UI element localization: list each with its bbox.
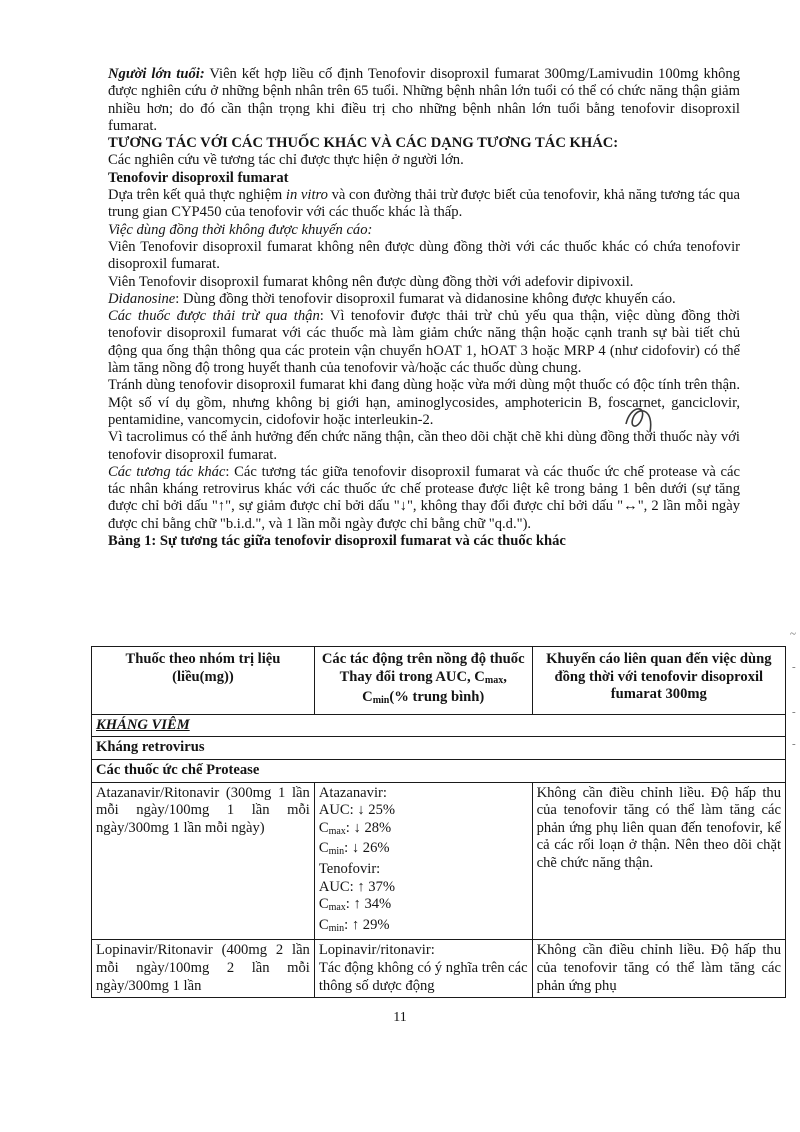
not-recommended-label: Việc dùng đồng thời không được khuyến cáo: [108,221,373,238]
effect-cmax [319,820,528,841]
recommendation-cell: Không cần điều chỉnh liều. Độ hấp thu của tenofovir tăng có thể làm tăng các phản ứng phụ liên quan đến tenofovir, kể cả các rối loạn ở thận. Nên theo dõi chặt chẽ chức năng thận. [532,782,785,940]
other-interactions-paragraph [108,464,740,533]
header-col2-sub-min: min [372,695,390,707]
section-antiretroviral: Kháng retrovirus [92,737,786,760]
other-label: Các tương tác khác [108,463,226,480]
effect-title: Atazanavir: [318,784,387,801]
header-concentration-effects [314,647,532,715]
interactions-heading: TƯƠNG TÁC VỚI CÁC THUỐC KHÁC VÀ CÁC DẠNG TƯƠNG TÁC KHÁC: [108,135,619,152]
margin-mark: - [792,738,796,750]
table-header-row [92,647,786,715]
section-antiinfective: KHÁNG VIÊM [92,714,786,737]
sub-min: min [328,922,345,934]
invitro-pre: Dựa trên kết quả thực nghiệm [108,187,286,204]
elderly-paragraph [108,66,740,135]
effect-cmin [319,840,528,861]
renal-label: Các thuốc được thải trừ qua thận [108,308,320,325]
tdf-heading: Tenofovir disoproxil fumarat [108,169,289,186]
effect-cmax2-value: : ↑ 34% [345,896,392,913]
interaction-table [91,646,786,998]
table-row [92,782,786,940]
recommendation-cell: Không cần điều chỉnh liều. Độ hấp thu của tenofovir tăng có thể làm tăng các phản ứng phụ [532,940,785,998]
table-row [92,940,786,998]
c-letter: C [318,916,329,933]
header-recommendation: Khuyến cáo liên quan đến việc dùng đồng thời với tenofovir disoproxil fumarat 300mg [532,647,785,715]
other-text: : Các tương tác giữa tenofovir disoproxil fumarat và các thuốc ức chế protease và các tác nhân kháng retrovirus khác với các thuốc ức chế protease được liệt kê trong bảng 1 bên dưới (sự tăng được chỉ bởi dấu "↑", sự giảm được chỉ bởi dấu "↓", không thay đổi được chỉ bởi dấu "↔", 2 lần mỗi ngày được chỉ bằng chữ "b.i.d.", và 1 lần mỗi ngày được chỉ bằng chữ "q.d."). [108,463,740,532]
avoid-paragraph: Tránh dùng tenofovir disoproxil fumarat khi đang dùng hoặc vừa mới dùng một thuốc có độc tính trên thận. Một số ví dụ gồm, nhưng không bị giới hạn, aminoglycosides, amphotericin B, foscarnet, ganciclovir, pentamidine, vancomycin, cidofovir hoặc interleukin-2. [108,377,740,428]
invitro-post: và con đường thải trừ được biết của tenofovir, khả năng tương tác qua trung gian CYP450 của tenofovir với các thuốc khác là thấp. [108,187,740,221]
effect-text: Tác động không có ý nghĩa trên các thông số dược động [318,959,528,994]
effect-auc-2: AUC: ↑ 37% [318,878,396,895]
effect-cmax-value: : ↓ 28% [345,819,392,836]
renal-paragraph [108,308,740,377]
margin-mark: - [792,706,796,718]
header-col2-mid: , C [362,668,507,706]
drug-cell: Atazanavir/Ritonavir (300mg 1 lần mỗi ngày/100mg 1 lần mỗi ngày/300mg 1 lần mỗi ngày) [92,782,315,940]
effect-title-2: Tenofovir: [318,860,381,877]
effects-cell [314,782,532,940]
section-row-antiinfective [92,714,786,737]
effect-cmin-value: : ↓ 26% [344,840,390,857]
tacrolimus-paragraph: Vì tacrolimus có thể ảnh hưởng đến chức năng thận, cần theo dõi chặt chẽ khi dùng đồng thời thuốc này với tenofovir disoproxil fumarat. [108,429,740,463]
header-col2-post: (% trung bình) [389,689,485,706]
page-number: 11 [393,1010,407,1025]
effect-title: Lopinavir/ritonavir: [318,942,435,959]
section-protease-inhibitors: Các thuốc ức chế Protease [92,759,786,782]
effect-auc: AUC: ↓ 25% [318,802,396,819]
header-col2-line2-pre: Thay đổi trong AUC, C [339,668,485,685]
didanosine-text: : Dùng đồng thời tenofovir disoproxil fumarat và didanosine không được khuyến cáo. [175,290,676,307]
effect-cmax-2 [319,896,528,917]
invitro-paragraph [108,187,740,222]
didanosine-paragraph [108,291,740,308]
header-col2-line1: Các tác động trên nồng độ thuốc [321,651,525,667]
adult-only-note: Các nghiên cứu về tương tác chỉ được thực hiện ở người lớn. [108,152,464,169]
elderly-text: Viên kết hợp liều cố định Tenofovir disoproxil fumarat 300mg/Lamivudin 100mg không được nghiên cứu ở những bệnh nhân trên 65 tuổi. Những bệnh nhân lớn tuổi có thể có chức năng thận giảm nhiều hơn; do đó cần thận trọng khi điều trị cho những bệnh nhân lớn tuổi bằng tenofovir disoproxil fumarat. [108,66,741,134]
header-col2-sub-max: max [484,674,504,686]
c-letter: C [318,896,329,913]
c-letter: C [318,840,329,857]
didanosine-label: Didanosine [108,290,176,307]
not-recommended-2: Viên Tenofovir disoproxil fumarat không nên được dùng đồng thời với adefovir dipivoxil. [108,273,634,290]
effect-cmin2-value: : ↑ 29% [344,916,390,933]
body-text [108,66,740,550]
section-row-antiretroviral [92,737,786,760]
table-caption: Bảng 1: Sự tương tác giữa tenofovir disoproxil fumarat và các thuốc khác [108,533,566,550]
header-drug-class: Thuốc theo nhóm trị liệu (liều(mg)) [92,647,315,715]
sub-min: min [328,846,345,858]
c-letter: C [318,819,329,836]
margin-mark: ~ [790,628,796,640]
renal-text: : Vì tenofovir được thải trừ chủ yếu qua thận, việc dùng đồng thời tenofovir disoproxil fumarat với các thuốc mà làm giảm chức năng thận hoặc cạnh tranh sự bài tiết chủ động qua ống thận thông qua các protein vận chuyển hOAT 1, hOAT 3 hoặc MRP 4 (như cidofovir) có thể làm tăng nồng độ trong huyết thanh của tenofovir và/hoặc các thuốc dùng chung. [108,308,740,377]
margin-mark: - [792,661,796,673]
initials-mark [620,402,660,436]
drug-cell: Lopinavir/Ritonavir (400mg 2 lần mỗi ngày/100mg 2 lần mỗi ngày/300mg 1 lần [92,940,315,998]
effect-cmin-2 [319,917,528,938]
invitro-em: in vitro [285,187,328,204]
section-row-pi [92,759,786,782]
sub-max: max [328,825,346,837]
elderly-label: Người lớn tuổi: [108,66,205,82]
effects-cell [314,940,532,998]
sub-max: max [328,902,346,914]
not-recommended-1: Viên Tenofovir disoproxil fumarat không nên được dùng đồng thời với các thuốc khác có chứa tenofovir disoproxil fumarat. [108,238,740,273]
